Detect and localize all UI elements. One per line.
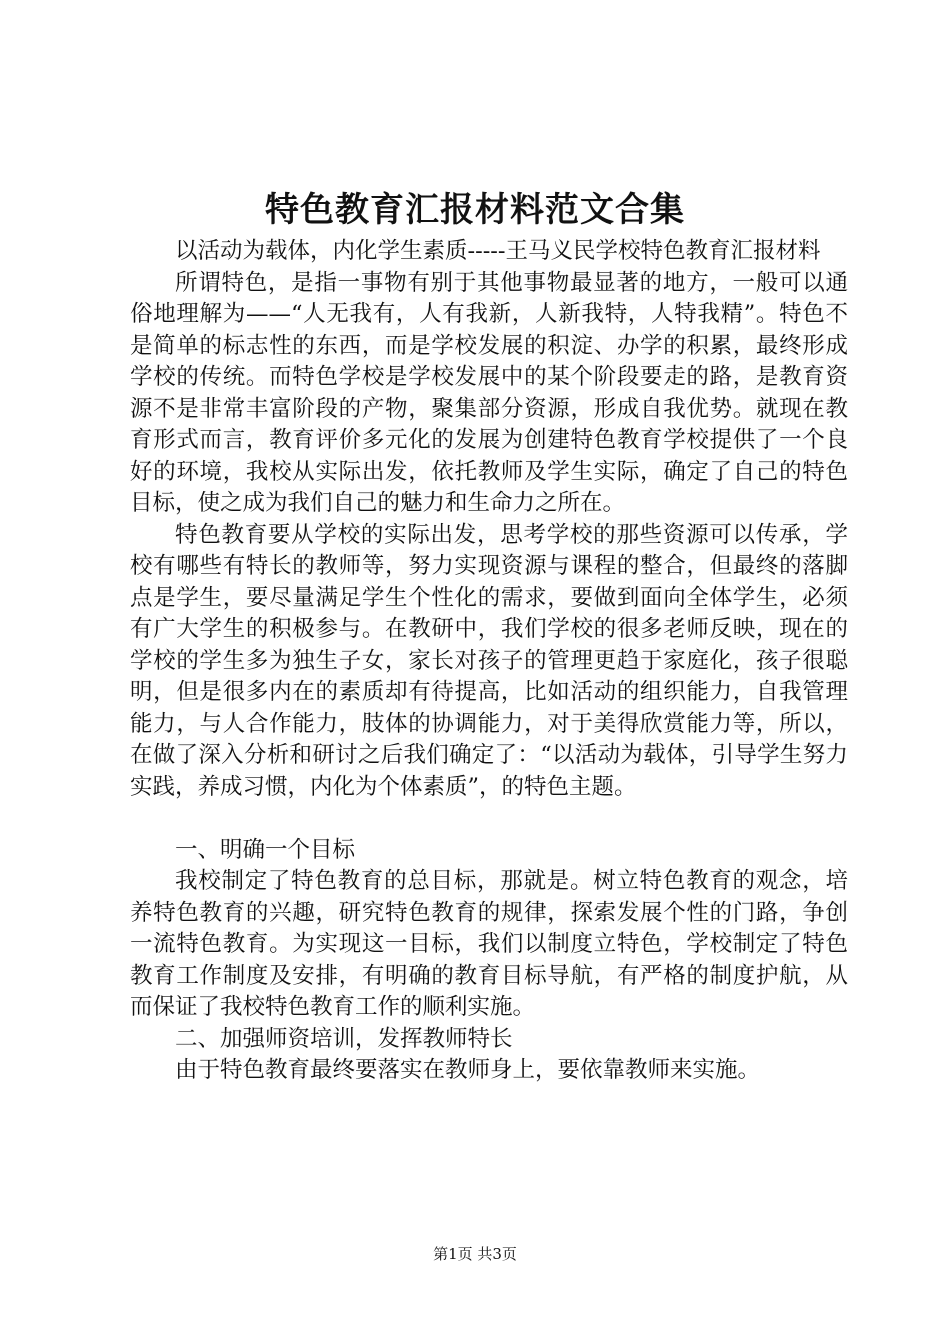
document-title: 特色教育汇报材料范文合集 (265, 190, 685, 230)
section-heading-1: 一、明确一个目标 (175, 836, 356, 863)
section-heading-2: 二、加强师资培训，发挥教师特长 (175, 1025, 513, 1052)
document-body (130, 236, 848, 1087)
page-number: 第1页 共3页 (433, 1245, 517, 1263)
paragraph-definition: 所谓特色，是指一事物有别于其他事物最显著的地方，一般可以通俗地理解为——“人无我有，人有我新，人新我特，人特我精”。特色不是简单的标志性的东西，而是学校发展的积淀、办学的积累，最终形成学校的传统。而特色学校是学校发展中的某个阶段要走的路，是教育资源不是非常丰富阶段的产物，聚集部分资源，形成自我优势。就现在教育形式而言，教育评价多元化的发展为创建特色教育学校提供了一个良好的环境，我校从实际出发，依托教师及学生实际，确定了自己的特色目标，使之成为我们自己的魅力和生命力之所在。 (130, 269, 848, 516)
paragraph-teachers: 由于特色教育最终要落实在教师身上，要依靠教师来实施。 (175, 1057, 761, 1083)
paragraph-goal: 我校制定了特色教育的总目标，那就是。树立特色教育的观念，培养特色教育的兴趣，研究特色教育的规律，探索发展个性的门路，争创一流特色教育。为实现这一目标，我们以制度立特色，学校制定了特色教育工作制度及安排，有明确的教育目标导航，有严格的制度护航，从而保证了我校特色教育工作的顺利实施。 (130, 868, 848, 1020)
paragraph-subtitle: 以活动为载体，内化学生素质-----王马义民学校特色教育汇报材料 (175, 238, 821, 264)
paragraph-theme: 特色教育要从学校的实际出发，思考学校的那些资源可以传承，学校有哪些有特长的教师等，努力实现资源与课程的整合，但最终的落脚点是学生，要尽量满足学生个性化的需求，要做到面向全体学生，必须有广大学生的积极参与。在教研中，我们学校的很多老师反映，现在的学校的学生多为独生子女，家长对孩子的管理更趋于家庭化，孩子很聪明，但是很多内在的素质却有待提高，比如活动的组织能力，自我管理能力，与人合作能力，肢体的协调能力，对于美得欣赏能力等，所以，在做了深入分析和研讨之后我们确定了：“以活动为载体，引导学生努力实践，养成习惯，内化为个体素质”，的特色主题。 (130, 521, 848, 800)
